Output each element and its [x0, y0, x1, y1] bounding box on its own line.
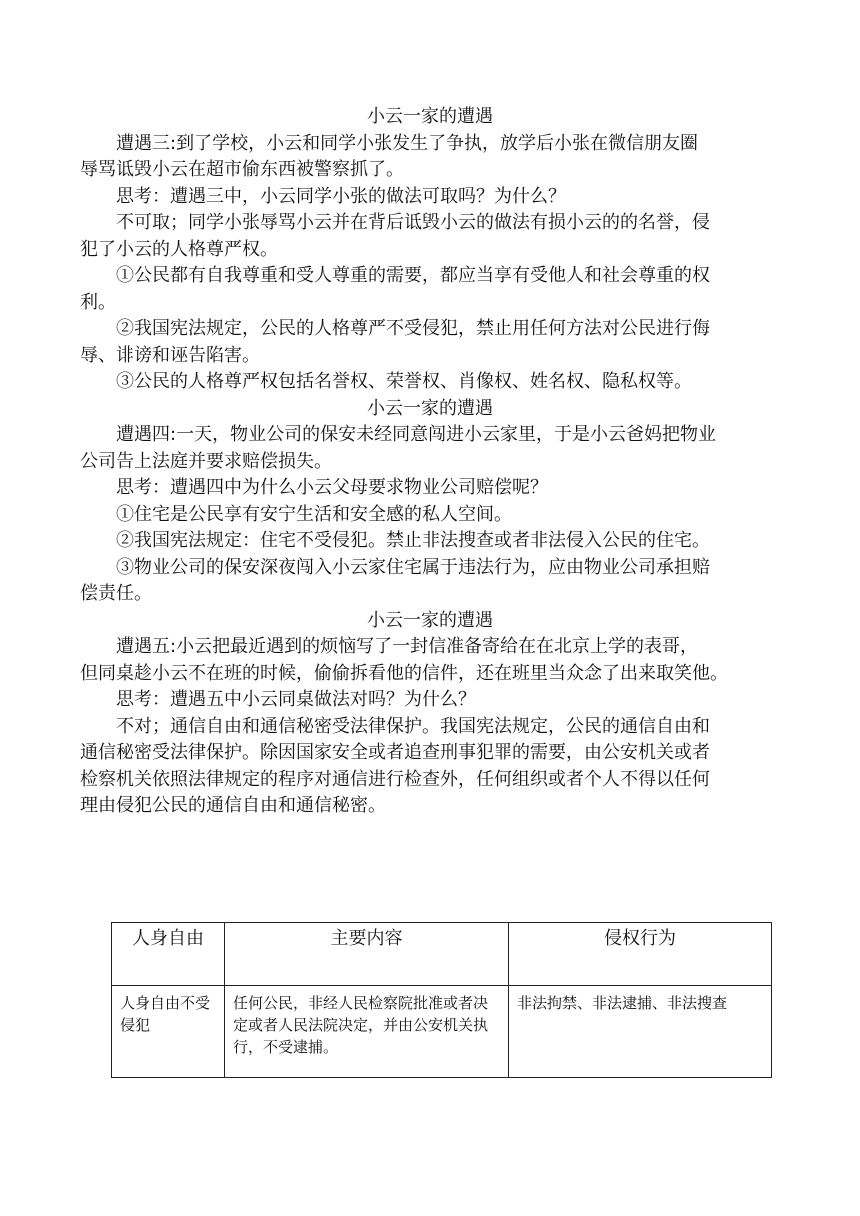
- section-title: 小云一家的遭遇: [367, 397, 493, 419]
- answer-line: 检察机关依照法律规定的程序对通信进行检查外，任何组织或者个人不得以任何: [80, 768, 710, 790]
- story-line: 遭遇三:到了学校，小云和同学小张发生了争执，放学后小张在微信朋友圈: [116, 132, 699, 154]
- story-line: 公司告上法庭并要求赔偿损失。: [80, 450, 332, 472]
- question: 思考：遭遇三中，小云同学小张的做法可取吗？为什么？: [116, 185, 566, 207]
- table-cell: 非法拘禁、非法逮捕、非法搜查: [509, 986, 772, 1078]
- story-line: 遭遇五:小云把最近遇到的烦恼写了一封信准备寄给在在北京上学的表哥，: [116, 636, 699, 657]
- answer-line: 不可取；同学小张辱骂小云并在背后诋毁小云的做法有损小云的的名誉，侵: [116, 212, 710, 233]
- section-title: 小云一家的遭遇: [367, 609, 493, 631]
- section-title: 小云一家的遭遇: [367, 106, 493, 127]
- answer-line: ①公民都有自我尊重和受人尊重的需要，都应当享有受他人和社会尊重的权: [116, 265, 710, 286]
- answer-line: 偿责任。: [80, 583, 152, 604]
- table-header-cell: 主要内容: [225, 923, 509, 986]
- story-line: 但同桌趁小云不在班的时候，偷偷拆看他的信件，还在班里当众念了出来取笑他。: [80, 662, 728, 684]
- question: 思考：遭遇四中为什么小云父母要求物业公司赔偿呢？: [116, 477, 548, 498]
- table-header-row: [112, 923, 772, 986]
- answer-line: 通信秘密受法律保护。除因国家安全或者追查刑事犯罪的需要，由公安机关或者: [80, 742, 710, 763]
- answer-line: ③物业公司的保安深夜闯入小云家住宅属于违法行为，应由物业公司承担赔: [116, 556, 710, 578]
- document-body: [80, 104, 780, 820]
- answer-line: 理由侵犯公民的通信自由和通信秘密。: [80, 795, 386, 816]
- answer-line: ③公民的人格尊严权包括名誉权、荣誉权、肖像权、姓名权、隐私权等。: [116, 371, 692, 392]
- question: 思考：遭遇五中小云同桌做法对吗？为什么？: [116, 689, 476, 710]
- answer-line: ②我国宪法规定：住宅不受侵犯。禁止非法搜查或者非法侵入公民的住宅。: [116, 530, 710, 551]
- table-row: [112, 986, 772, 1078]
- personal-freedom-table: [111, 922, 772, 1078]
- story-line: 遭遇四:一天，物业公司的保安未经同意闯进小云家里，于是小云爸妈把物业: [116, 424, 717, 445]
- answer-line: 辱、诽谤和诬告陷害。: [80, 344, 260, 366]
- table-cell: 任何公民，非经人民检察院批准或者决定或者人民法院决定，并由公安机关执行，不受逮捕。: [225, 986, 509, 1078]
- story-line: 辱骂诋毁小云在超市偷东西被警察抓了。: [80, 159, 404, 180]
- answer-line: ②我国宪法规定，公民的人格尊严不受侵犯，禁止用任何方法对公民进行侮: [116, 318, 710, 339]
- answer-line: 不对；通信自由和通信秘密受法律保护。我国宪法规定，公民的通信自由和: [116, 715, 710, 737]
- table-header-cell: 侵权行为: [509, 923, 772, 986]
- table-cell: 人身自由不受侵犯: [112, 986, 225, 1078]
- table-header-cell: 人身自由: [112, 923, 225, 986]
- answer-line: 利。: [80, 291, 116, 313]
- answer-line: ①住宅是公民享有安宁生活和安全感的私人空间。: [116, 503, 512, 525]
- answer-line: 犯了小云的人格尊严权。: [80, 238, 278, 260]
